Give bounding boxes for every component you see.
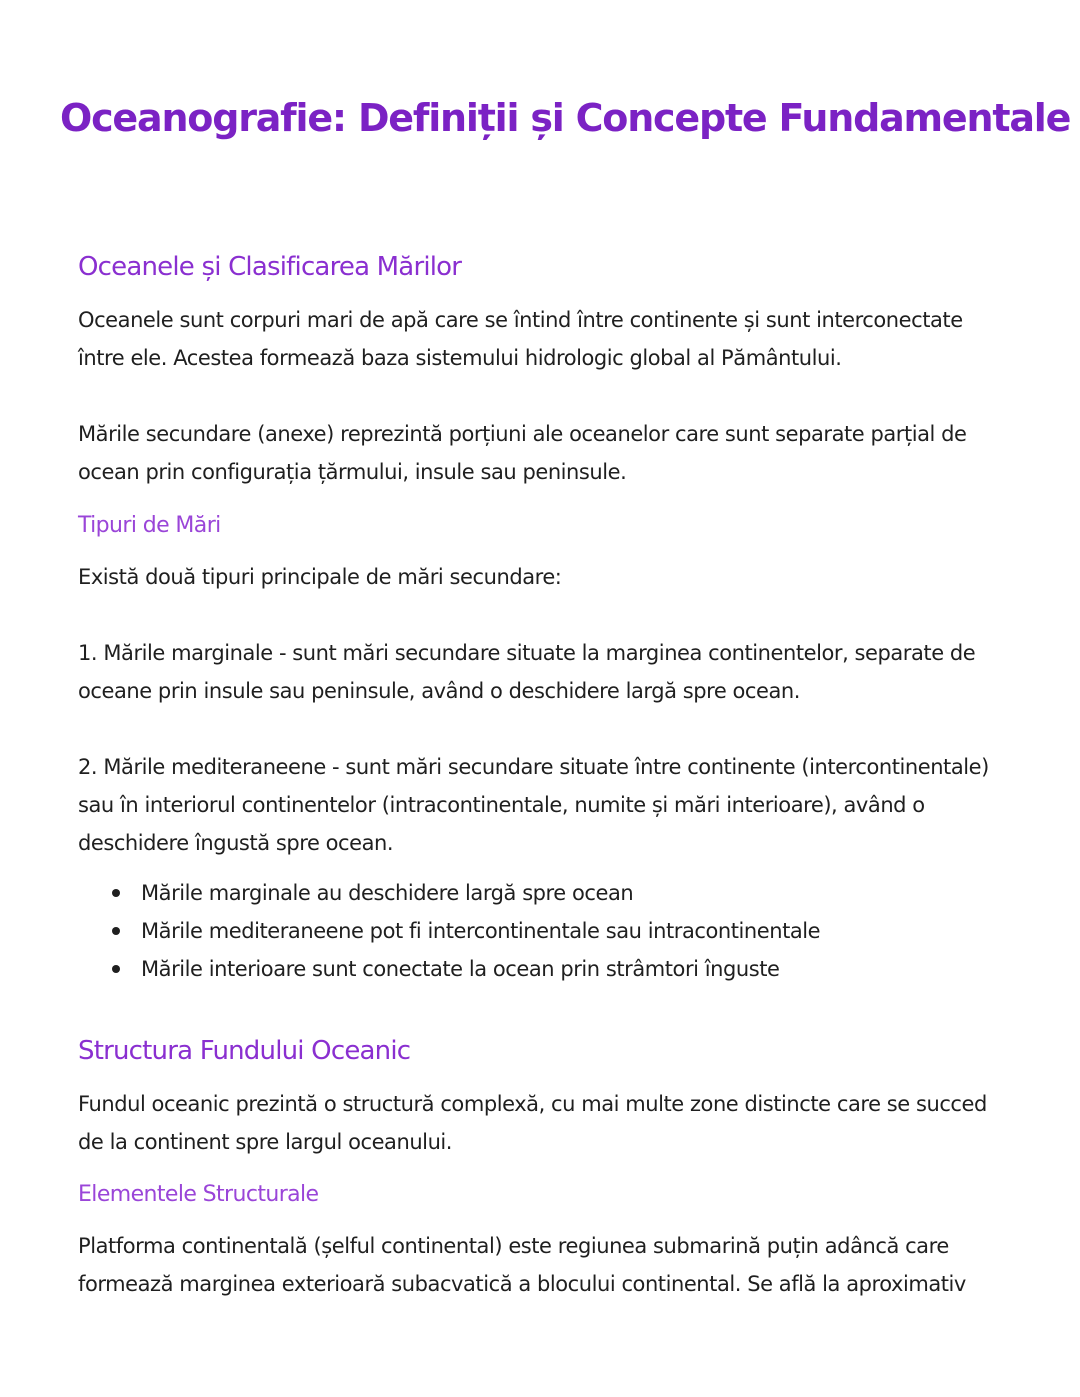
bullet-icon xyxy=(112,889,120,897)
paragraph-marginal-seas: 1. Mările marginale - sunt mări secundare situate la marginea continentelor, separate de oceane prin insule sau peninsule, având o deschidere largă spre ocean. xyxy=(78,641,976,703)
paragraph-oceans-definition: Oceanele sunt corpuri mari de apă care se întind între continente și sunt interconectate între ele. Acestea formează baza sistemului hidrologic global al Pământului. xyxy=(78,308,963,370)
bullet-icon xyxy=(112,965,120,973)
list-item xyxy=(78,874,998,912)
subsection-heading-sea-types: Tipuri de Mări xyxy=(78,513,221,538)
paragraph-continental-shelf: Platforma continentală (șelful continental) este regiunea submarină puțin adâncă care formează marginea exterioară subacvatică a blocului continental. Se află la aproximativ xyxy=(78,1234,966,1296)
bullet-icon xyxy=(112,927,120,935)
list-item xyxy=(78,950,998,988)
paragraph-secondary-seas: Mările secundare (anexe) reprezintă porțiuni ale oceanelor care sunt separate parțial de ocean prin configurația țărmului, insule sau peninsule. xyxy=(78,422,967,484)
list-item-text: Mările marginale au deschidere largă spre ocean xyxy=(141,881,634,905)
list-item-text: Mările interioare sunt conectate la ocean prin strâmtori înguste xyxy=(141,957,780,981)
subsection-heading-structural-elements: Elementele Structurale xyxy=(78,1182,319,1207)
paragraph-sea-types-intro: Există două tipuri principale de mări secundare: xyxy=(78,565,562,589)
section-heading-ocean-floor: Structura Fundului Oceanic xyxy=(78,1036,411,1066)
section-heading-oceans: Oceanele și Clasificarea Mărilor xyxy=(78,252,462,282)
paragraph-mediterranean-seas: 2. Mările mediteraneene - sunt mări secundare situate între continente (intercontinentale) sau în interiorul continentelor (intracontinentale, numite și mări interioare), având o deschidere îngustă spre ocean. xyxy=(78,755,989,855)
list-item-text: Mările mediteraneene pot fi intercontinentale sau intracontinentale xyxy=(141,919,821,943)
document-title: Oceanografie: Definiții și Concepte Fundamentale xyxy=(60,96,1071,140)
bullet-list-sea-types xyxy=(78,874,998,988)
list-item xyxy=(78,912,998,950)
paragraph-ocean-floor-structure: Fundul oceanic prezintă o structură complexă, cu mai multe zone distincte care se succed de la continent spre largul oceanului. xyxy=(78,1092,987,1154)
